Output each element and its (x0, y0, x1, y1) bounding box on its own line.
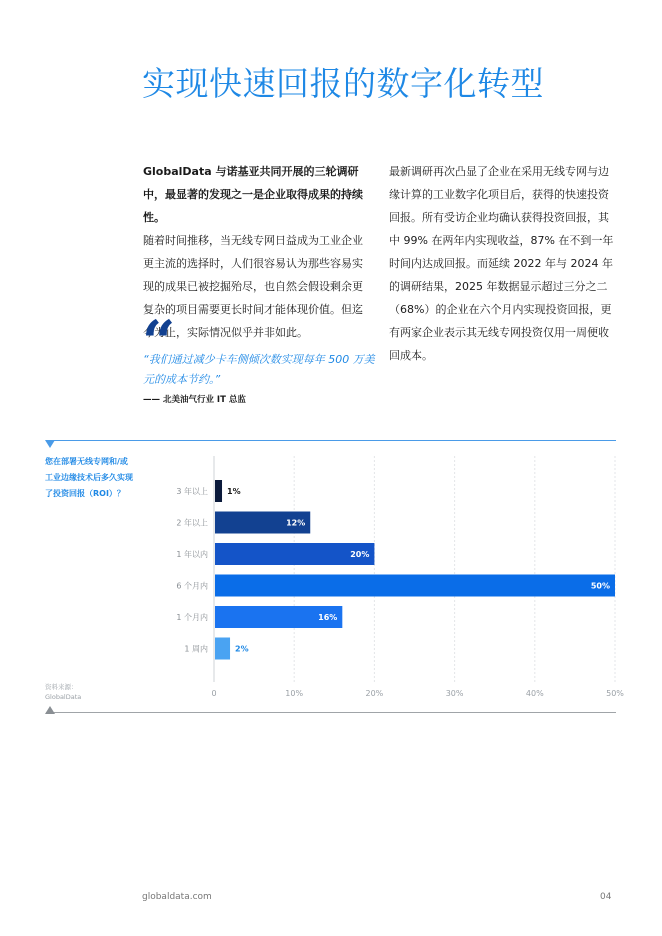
footer-page-number: 04 (600, 892, 612, 902)
x-tick-label: 0 (211, 689, 217, 698)
x-tick-label: 20% (365, 689, 384, 698)
chart-bottom-divider (46, 712, 616, 713)
x-tick-label: 50% (606, 689, 624, 698)
x-tick-label: 30% (445, 689, 464, 698)
footer-site: globaldata.com (142, 892, 212, 902)
category-label: 6 个月内 (176, 581, 208, 591)
category-label: 3 年以上 (176, 487, 208, 496)
triangle-up-icon (45, 706, 55, 714)
source-name: GlobalData (45, 693, 82, 701)
quote-mark-icon: “ (142, 308, 176, 376)
findings-body: 最新调研再次凸显了企业在采用无线专网与边缘计算的工业数字化项目后，获得的快速投资回报。所有受访企业均确认获得投资回报，其中 99% 在两年内实现收益，87% 在不到一年时间内达成回报。而延续 2022 年与 2024 年的调研结果，2025 年数据显示超过三分之二（68%）的企业在六个月内实现投资回报，更有两家企业表示其无线专网投资仅用一周便收回成本。 (389, 165, 614, 362)
quote-attribution: —— 北美油气行业 IT 总监 (143, 395, 246, 405)
page-title: 实现快速回报的数字化转型 (142, 64, 544, 103)
data-label: 50% (590, 581, 610, 591)
data-label: 2% (235, 644, 249, 654)
intro-body: 随着时间推移，当无线专网日益成为工业企业更主流的选择时，人们很容易认为那些容易实现的成果已被挖掘殆尽，也自然会假设剩余更复杂的项目需要更长时间才能体现价值。但迄今为止，实际情况似乎并非如此。 (143, 234, 363, 339)
data-label: 20% (350, 550, 370, 559)
category-label: 1 年以内 (176, 550, 208, 559)
category-label: 1 周内 (184, 644, 208, 654)
category-label: 1 个月内 (176, 613, 208, 622)
data-label: 1% (227, 487, 241, 496)
chart-source (45, 682, 81, 702)
data-label: 16% (318, 613, 338, 622)
chart-question: 您在部署无线专网和/或工业边缘技术后多久实现了投资回报（ROI）？ (45, 457, 133, 498)
x-tick-label: 40% (525, 689, 544, 698)
category-label: 2 年以上 (176, 518, 208, 528)
data-label: 12% (286, 518, 306, 528)
bar (215, 480, 222, 502)
source-label: 资料来源： (45, 683, 78, 691)
quote-text: “我们通过减少卡车侧倾次数实现每年 500 万美元的成本节约。” (143, 353, 375, 386)
bar (215, 575, 615, 597)
x-tick-label: 10% (285, 689, 304, 698)
bar (215, 638, 230, 660)
intro-lead: GlobalData 与诺基亚共同开展的三轮调研中，最显著的发现之一是企业取得成果的持续性。 (143, 165, 363, 224)
